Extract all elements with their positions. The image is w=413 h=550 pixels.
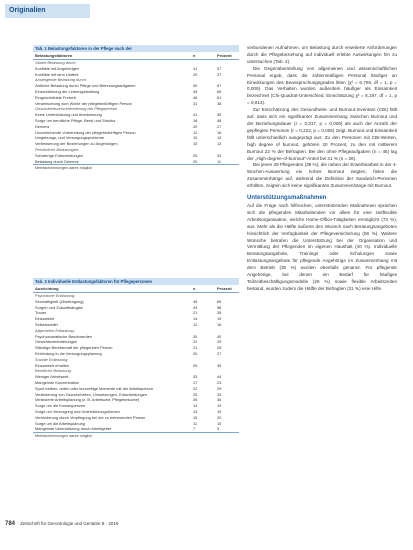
row-label: Sorgen und Zukunftsängste [35,304,83,310]
row-count: 7 [193,426,196,432]
row-count: 18 [193,117,198,123]
row-count: 50 [193,83,198,89]
row-label: Zeitliche Belastung durch Pflege und Betreuungsaufgaben [35,83,136,89]
row-count: 33 [193,374,198,380]
row-percent: 33 [217,391,222,397]
row-percent: 11 [217,158,222,164]
row-percent: 48 [217,117,222,123]
row-percent: 58 [217,304,222,310]
row-count: 30 [193,333,198,339]
row-percent: 23 [217,379,222,385]
body-paragraph-1: verbundenen Aufnahmen, um Belastung durch erweiterte Anforderungen durch die Pflegebeziehung auf individuell erlebte Auswirkungen hin zu untersuchen (Tab. 2). [247,45,397,64]
table-1-header-percent: Prozent [217,53,232,58]
row-label: Gesundheitsverschlechterung der Pflegeperson [35,106,118,112]
journal-name: Zeitschrift für Gerontologie und Geriatrie 8 · 2019 [20,521,119,526]
table-1-caption: Tab. 1 Belastungsfaktoren in der Pflege nach der [33,45,239,52]
row-count: 26 [193,397,198,403]
body-paragraph-5: Auf die Frage nach hilfreichen, unterstützenden Maßnahmen sprachen sich die pflegenden Mitarbeitenden vor allem für eine zeitflexible Arbeitsorganisation, welche Home-Office-Tätigkeiten ermöglicht (73 %), aus. Mehr als die Hälfte äußerte den Wunsch nach Beratungsangeboten hinsichtlich der Verfügbarkeit der Pflegeversicherung (56 %). Weitere Wünsche betrafen die Unterstützung bei der Organisation und Vermittlung der Pflegenden im eigenen Haushalt (40 %). Individuelle Beratungsangebote, Trainings oder Schulungen sowie Entlastungsangebote für pflegende Angehörige im Zusammenhang mit dem Betrieb (35 %) wurden ebenfalls genannt. Für pflegende Angehörige, bei denen ein Bedarf für häufiges Teilzeitbeschäftigungsmodelle (26 %) sowie flexible Arbeitszeiten bestand, wurden zudem die Hälfte der Befragten (31 %) eine Hilfe. [247,203,397,291]
row-percent: 29 [217,339,222,345]
table-2-header-percent: Prozent [217,286,232,291]
body-paragraph-3: Zur Einschätzung des Gesundheits- und Burnout-Inventars (CBI) fällt auf, dass sich ein signifikanter Zusammenhang zwischen Burnout und der Beziehungsdauer (r = 0,317, p = 0,006) als auch der Anzahl der gepflegten Personen (r = 0,222, p = 0,006) zeigt. Burnout und Einsamkeit fällt unterschiedlich ausgeprägt aus: Zu den Personen mit CBI-Werten, high degree of burnout, gehören 30 Prozent, zu den mit mittlerem Burnout 22 % der Befragten. Bei den ohne Pflegeaufgaben (n = 46) lag der „High-degree-of-burnout“-Anteil bei 31 % (n = 28). [247,107,397,161]
row-label: Berufliche Belastung: [35,368,72,374]
row-percent: 13 [217,141,222,147]
table-2-caption: Tab. 2 Individuelle Entlastungsfaktoren für Pflegepersonen [33,278,239,285]
row-count: 20 [193,71,198,77]
row-percent: 27 [217,123,222,129]
row-percent: 40 [217,333,222,339]
row-percent: 65 [217,88,222,94]
row-label: Psychosomatische Beschwerden [35,333,93,339]
table-1-header [33,52,239,60]
row-percent: 28 [217,345,222,351]
row-count: 14 [193,403,198,409]
row-count: 21 [193,310,198,316]
row-label: Ansteigende Belastung durch: [35,77,87,83]
row-count: 20 [193,123,198,129]
row-count: 20 [193,350,198,356]
row-percent: 27 [217,71,222,77]
row-percent: 44 [217,374,222,380]
row-label: Mangelnde Konzentration [35,379,80,385]
row-percent: 55 [217,112,222,118]
table-1-header-factor: Belastungsfaktoren [35,53,73,58]
table-2-header [33,285,239,293]
section-heading: Unterstützungsmaßnahmen [247,195,327,202]
row-label: Sport treiben, reden oder kurzzeitige Momente mit der Arbeitsperson [35,385,154,391]
row-count: 12 [193,321,198,327]
row-percent: 13 [217,135,222,141]
row-label: Allgemeine Entlastung: [35,327,75,333]
row-count: 15 [193,414,198,420]
row-count: 11 [193,420,198,426]
row-label: Verhinderung durch Verpflegung bei der zu betreuenden Person [35,414,146,420]
row-label: Ständige Bereitschaft der pflegenden Person [35,345,113,351]
row-label: Demenz [35,123,50,129]
row-percent: 19 [217,403,222,409]
row-count: 41 [193,112,198,118]
row-percent: 38 [217,100,222,106]
row-label: Konflikte mit Angehörigen [35,65,80,71]
row-label: Eingeschränkte Freizeit [35,94,76,100]
row-percent: 19 [217,408,222,414]
row-label: Verbesserung der Beziehungen zu Angehörigen [35,141,118,147]
table-1-footnote: Mehrfachnennungen waren möglich [33,164,239,171]
row-count: 46 [193,94,198,100]
row-count: 17 [193,379,198,385]
row-label: Einschränkung der Lebensgestaltung [35,88,100,94]
row-percent: 33 [217,152,222,158]
page-number: 784 [5,521,16,527]
row-label: Starke Belastung durch: [35,60,77,65]
row-count: 14 [193,316,198,322]
row-count: 12 [193,129,198,135]
row-label: Psychische Entlastung: [35,293,76,298]
row-label: Sorge um Versorgung und Unterstützungsformen [35,408,120,414]
row-label: Sinnhaftigkeit (Übertragung) [35,298,84,304]
row-count: 22 [193,339,198,345]
table-row [33,426,239,432]
row-label: Verantwortung zum Wohle der pflegebedürftigen Person [35,100,132,106]
row-percent: 20 [217,414,222,420]
row-count: 43 [193,304,198,310]
table-2-header-n: n [193,286,196,291]
row-label: Sorge um die Arbeitsplanung [35,420,85,426]
row-label: Unzureichende Vorbereitung der pflegebedürftigen Person [35,129,136,135]
row-label: Gewichtsveränderungen [35,339,78,345]
row-count: 10 [193,135,198,141]
row-count: 49 [193,298,198,304]
row-label: Trauer [35,310,47,316]
table-1-header-n: n [193,53,196,58]
row-label: Konflikte mit dem Umfeld [35,71,79,77]
row-percent: 67 [217,83,222,89]
row-count: 49 [193,88,198,94]
row-percent: 27 [217,350,222,356]
row-percent: 19 [217,316,222,322]
section-tag: Originalien [5,4,90,18]
row-label: Sorge um berufliche Pflege, Beruf und Struktur [35,117,116,123]
table-1-body [33,60,239,164]
row-label: Einsamkeit [35,316,55,322]
body-paragraph-4: Bei jenen 29 Pflegenden (39 %), die neben der Erwerbsarbeit in der 4-Wochen-Auswertung ein hohes Burnout zeigten, fielen die Zusammenhänge auf, während die Definition der Sandwich-Personen erfüllten, zeigten sich keine signifikanten Zusammenhänge mit Burnout. [247,162,397,189]
row-count: 29 [193,362,198,368]
row-percent: 29 [217,385,222,391]
row-percent: 57 [217,65,222,71]
row-label: Einbindung in die Versorgungsplanung [35,350,102,356]
table-2-footnote: Mehrfachnennungen waren möglich [33,432,239,439]
row-percent: 9 [217,426,220,432]
row-percent: 15 [217,420,222,426]
row-label: Sorge um die Konsequenzen [35,403,86,409]
row-percent: 61 [217,94,222,100]
row-label: Selbstzweifel [35,321,58,327]
row-count: 31 [193,100,198,106]
table-1 [33,45,239,171]
row-count: 14 [193,408,198,414]
row-percent: 65 [217,298,222,304]
table-2 [33,278,239,439]
table-2-body [33,293,239,432]
row-label: Mangelnde Unterstützung durch Arbeitgeber [35,426,112,432]
row-count: 20 [193,158,198,164]
row-count: 22 [193,385,198,391]
row-count: 10 [193,141,198,147]
row-percent: 39 [217,362,222,368]
body-text-column [247,45,397,293]
row-label: Keine Unterstützung und Anerkennung [35,112,102,118]
table-row [33,159,239,165]
page-footer [5,521,118,527]
row-count: 25 [193,152,198,158]
row-label: Soziale Entlastung: [35,356,69,362]
body-paragraph-2: Die Gegenüberstellung von allgemeinen und wissenschaftlichen Personal ergab, dass die zahlenmäßigen Personal häufiger an Einwirkungen des Beanspruchungsgrades litten (χ² = 6,709, df = 1, p = 0,009). Das Verhalten wurden außerdem häufiger als Einsamkeit bezeichnet (Chi-Quadrat-Unterschied, Einschätzung χ² = 6,197, df = 1, p = 0,013). [247,65,397,106]
row-label: Persönliche Belastungen: [35,146,80,152]
row-label: Veränderte Arbeitsplanung (z. B. Arbeitszeit, Pflegebesuche) [35,397,140,403]
row-label: Schwierige Entscheidungen [35,152,84,158]
row-label: Einsamkeit erhalten [35,362,70,368]
row-label: Belastung durch Demenz [35,158,79,164]
row-percent: 28 [217,310,222,316]
row-percent: 35 [217,397,222,403]
row-count: 41 [193,65,198,71]
row-label: Weniger Arbeitszeit [35,374,69,380]
row-label: Veränderung von Gewohnheiten, Umsetzungen, Entscheidungen [35,391,148,397]
row-label: Umgebungs- und Versorgungsprobleme [35,135,104,141]
row-percent: 16 [217,321,222,327]
row-count: 21 [193,345,198,351]
row-percent: 16 [217,129,222,135]
row-count: 25 [193,391,198,397]
table-2-header-orientation: Ausrichtung [35,286,59,291]
